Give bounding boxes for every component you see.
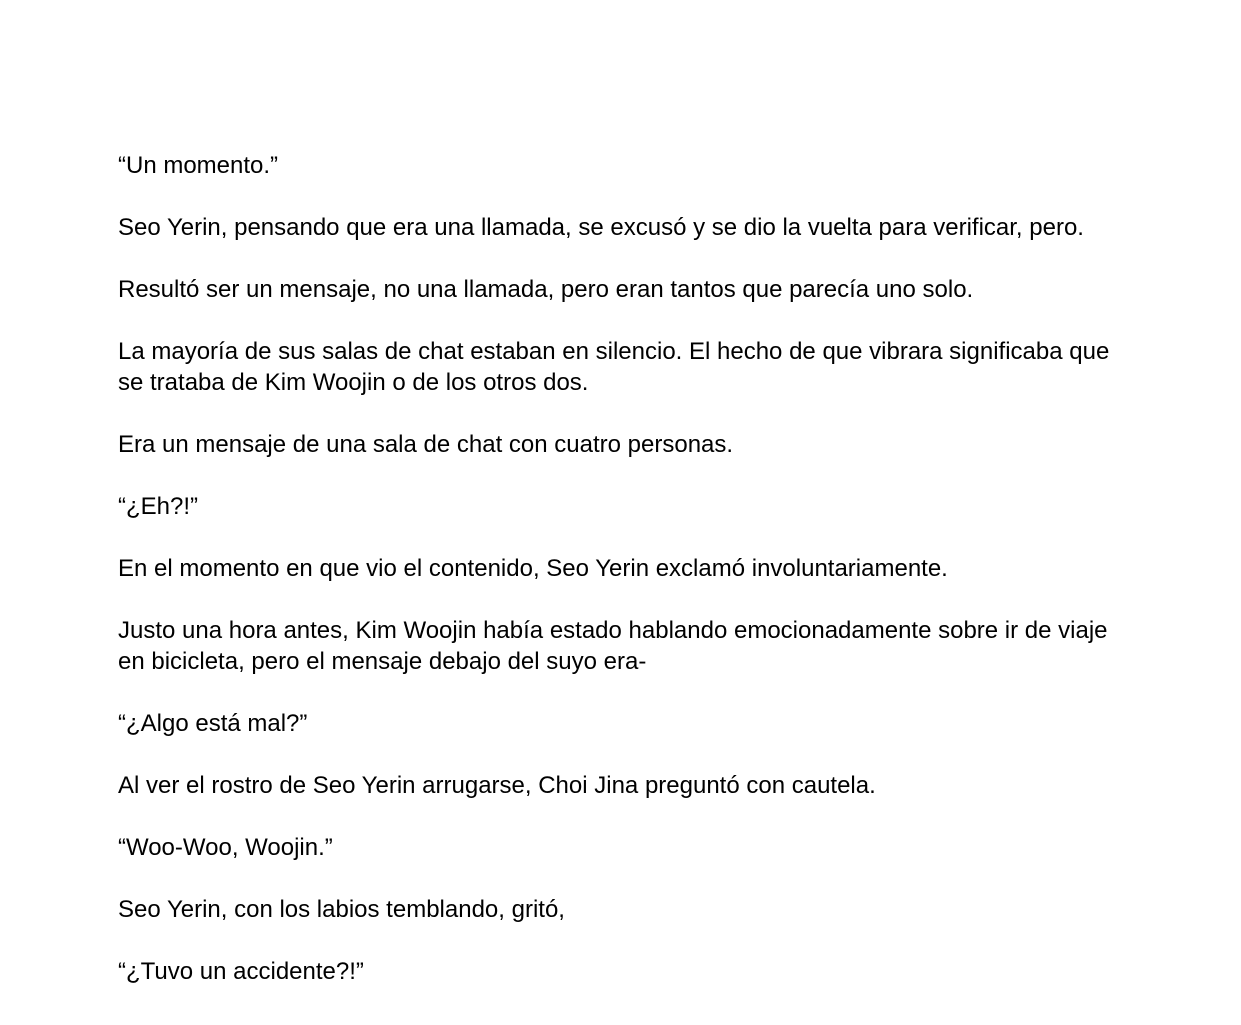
paragraph: “Un momento.” [118,152,279,179]
paragraph: Seo Yerin, con los labios temblando, gritó, [118,896,565,923]
paragraph: “¿Algo está mal?” [118,710,308,737]
paragraph: “¿Tuvo un accidente?!” [118,958,364,985]
paragraph: Justo una hora antes, Kim Woojin había estado hablando emocionadamente sobre ir de viaje en bicicleta, pero el mensaje debajo del suyo era- [118,617,1108,675]
paragraph: “Woo-Woo, Woojin.” [118,834,333,861]
paragraph: Seo Yerin, pensando que era una llamada, se excusó y se dio la vuelta para verificar, pero. [118,214,1084,241]
paragraph: En el momento en que vio el contenido, Seo Yerin exclamó involuntariamente. [118,555,948,582]
paragraph: Al ver el rostro de Seo Yerin arrugarse, Choi Jina preguntó con cautela. [118,772,876,799]
paragraph: Resultó ser un mensaje, no una llamada, pero eran tantos que parecía uno solo. [118,276,974,303]
document-body [118,150,1118,1018]
paragraph: La mayoría de sus salas de chat estaban en silencio. El hecho de que vibrara significaba que se trataba de Kim Woojin o de los otros dos. [118,338,1110,396]
paragraph: “¿Eh?!” [118,493,199,520]
paragraph: Era un mensaje de una sala de chat con cuatro personas. [118,431,734,458]
